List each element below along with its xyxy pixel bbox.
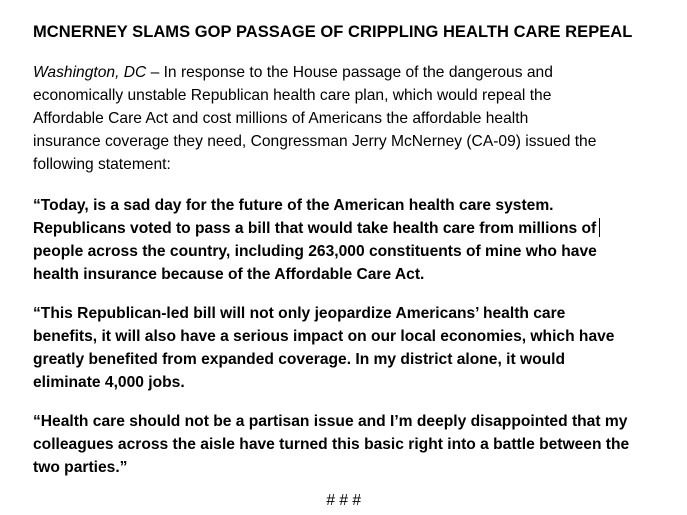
- quote-line: “This Republican-led bill will not only jeopardize Americans’ health care: [33, 305, 566, 322]
- quote-line: benefits, it will also have a serious impact on our local economies, which have: [33, 328, 615, 345]
- intro-line: economically unstable Republican health care plan, which would repeal the: [33, 87, 552, 104]
- intro-line: following statement:: [33, 156, 171, 173]
- quote-line: greatly benefited from expanded coverage. In my district alone, it would: [33, 351, 566, 368]
- quote-line: “Health care should not be a partisan issue and I’m deeply disappointed that my: [33, 413, 628, 430]
- quote-paragraph-1: [33, 194, 663, 286]
- quote-paragraph-2: [33, 302, 663, 394]
- quote-paragraph-3: [33, 410, 663, 479]
- intro-line: Affordable Care Act and cost millions of Americans the affordable health: [33, 110, 529, 127]
- end-mark: # # #: [326, 492, 361, 509]
- quote-line: two parties.”: [33, 459, 128, 476]
- press-release-title: MCNERNEY SLAMS GOP PASSAGE OF CRIPPLING HEALTH CARE REPEAL: [33, 23, 633, 41]
- quote-line: colleagues across the aisle have turned this basic right into a battle between the: [33, 436, 630, 453]
- intro-line: [33, 61, 663, 84]
- quote-line-text: Republicans voted to pass a bill that would take health care from millions of: [33, 220, 597, 237]
- quote-line[interactable]: [33, 217, 663, 240]
- quote-line: “Today, is a sad day for the future of the American health care system.: [33, 197, 554, 214]
- quote-line: people across the country, including 263,000 constituents of mine who have: [33, 243, 597, 260]
- text-cursor: [599, 218, 600, 237]
- intro-line-text: – In response to the House passage of the dangerous and: [146, 64, 553, 81]
- intro-paragraph: [33, 61, 663, 176]
- dateline-location: Washington, DC: [33, 64, 147, 81]
- intro-line: insurance coverage they need, Congressman Jerry McNerney (CA-09) issued the: [33, 133, 597, 150]
- quote-line: eliminate 4,000 jobs.: [33, 374, 185, 391]
- quote-line: health insurance because of the Affordable Care Act.: [33, 266, 425, 283]
